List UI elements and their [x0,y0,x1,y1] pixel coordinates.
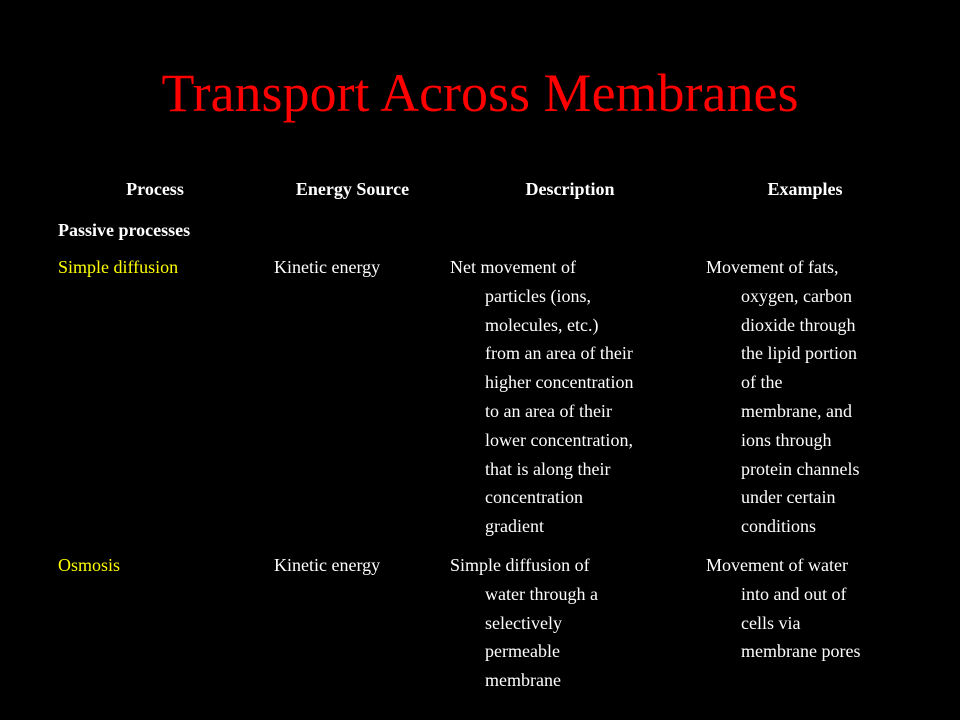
row-simple-diffusion-process: Simple diffusion [58,257,179,277]
examples-line: membrane pores [741,641,861,662]
row-simple-diffusion-description [450,253,633,541]
row-osmosis-energy: Kinetic energy [274,555,381,575]
header-description: Description [525,179,615,199]
examples-line: oxygen, carbon [741,285,852,306]
description-line: Simple diffusion of [450,555,590,575]
description-line: to an area of their [485,400,612,421]
description-line: Net movement of [450,257,576,277]
description-line: higher concentration [485,372,634,393]
description-line: molecules, etc.) [485,314,599,335]
description-line: permeable [485,641,560,662]
header-examples: Examples [767,179,843,199]
examples-line: under certain [741,487,836,508]
examples-line: the lipid portion [741,343,857,364]
examples-line: cells via [741,612,801,633]
description-line: lower concentration, [485,429,633,450]
row-simple-diffusion-energy: Kinetic energy [274,257,381,277]
description-line: gradient [485,516,544,537]
examples-line: conditions [741,516,816,537]
row-osmosis-description [450,551,598,695]
header-energy-source: Energy Source [295,179,410,199]
examples-line: Movement of fats, [706,257,839,277]
examples-line: dioxide through [741,314,856,335]
examples-line: Movement of water [706,555,848,575]
description-line: selectively [485,612,562,633]
row-osmosis-examples [706,551,860,666]
examples-line: ions through [741,429,832,450]
description-line: membrane [485,670,561,691]
row-simple-diffusion-examples [706,253,859,541]
description-line: that is along their [485,458,611,479]
examples-line: of the [741,372,783,393]
examples-line: protein channels [741,458,860,479]
description-line: from an area of their [485,343,633,364]
slide-title: Transport Across Membranes [161,63,799,123]
header-process: Process [126,179,184,199]
section-passive-processes: Passive processes [58,220,191,240]
examples-line: into and out of [741,583,847,604]
description-line: concentration [485,487,583,508]
description-line: water through a [485,583,598,604]
description-line: particles (ions, [485,285,591,306]
row-osmosis-process: Osmosis [58,555,121,575]
examples-line: membrane, and [741,400,852,421]
